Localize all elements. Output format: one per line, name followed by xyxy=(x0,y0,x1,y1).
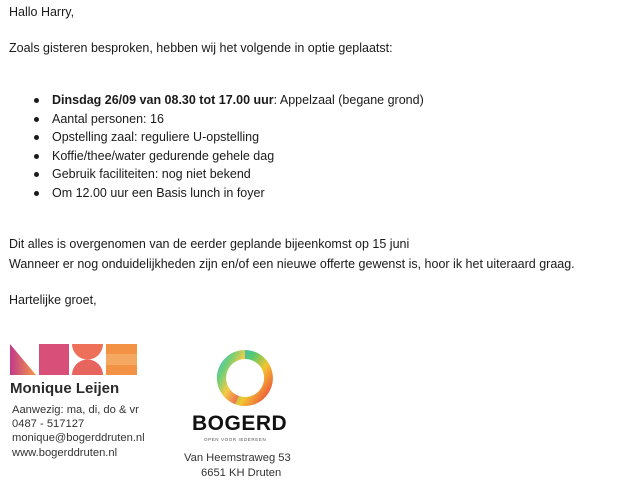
email-intro: Zoals gisteren besproken, hebben wij het volgende in optie geplaatst: xyxy=(9,41,393,55)
company-city: 6651 KH Druten xyxy=(201,467,282,479)
list-item xyxy=(52,147,424,166)
signature-website-link[interactable]: www.bogerddruten.nl xyxy=(12,447,118,459)
bullet-text: Aantal personen: 16 xyxy=(52,111,164,126)
details-list xyxy=(0,91,424,203)
list-item xyxy=(52,110,424,129)
email-greeting: Hallo Harry, xyxy=(9,5,75,19)
list-item xyxy=(52,91,424,110)
company-street: Van Heemstraweg 53 xyxy=(184,452,291,464)
signature-phone[interactable]: 0487 - 517127 xyxy=(12,418,85,430)
bullet-text: Koffie/thee/water gedurende gehele dag xyxy=(52,148,275,163)
bullet-text: Gebruik faciliteiten: nog niet bekend xyxy=(52,167,251,182)
bullet-bold-text: Dinsdag 26/09 van 08.30 tot 17.00 uur xyxy=(52,93,274,107)
email-paragraph: Dit alles is overgenomen van de eerder geplande bijeenkomst op 15 juni xyxy=(9,237,410,251)
bullet-text: Om 12.00 uur een Basis lunch in foyer xyxy=(52,185,265,200)
bullet-text: Opstelling zaal: reguliere U-opstelling xyxy=(52,130,260,145)
company-logo-text: BOGERD xyxy=(192,412,288,435)
signature-name: Monique Leijen xyxy=(10,380,120,397)
bogerd-rainbow-ring-icon xyxy=(213,346,277,410)
list-item xyxy=(52,128,424,147)
list-item xyxy=(52,184,424,203)
leijen-shapes-logo-icon xyxy=(10,344,137,375)
signature-email-link[interactable]: monique@bogerddruten.nl xyxy=(12,432,145,444)
signature-availability: Aanwezig: ma, di, do & vr xyxy=(12,404,139,416)
bullet-text: : Appelzaal (begane grond) xyxy=(273,93,424,107)
email-closing: Hartelijke groet, xyxy=(9,293,97,307)
list-item xyxy=(52,165,424,184)
company-tagline: OPEN VOOR IEDEREEN xyxy=(204,437,267,442)
email-paragraph: Wanneer er nog onduidelijkheden zijn en/of een nieuwe offerte gewenst is, hoor ik het uiteraard graag. xyxy=(9,257,575,271)
